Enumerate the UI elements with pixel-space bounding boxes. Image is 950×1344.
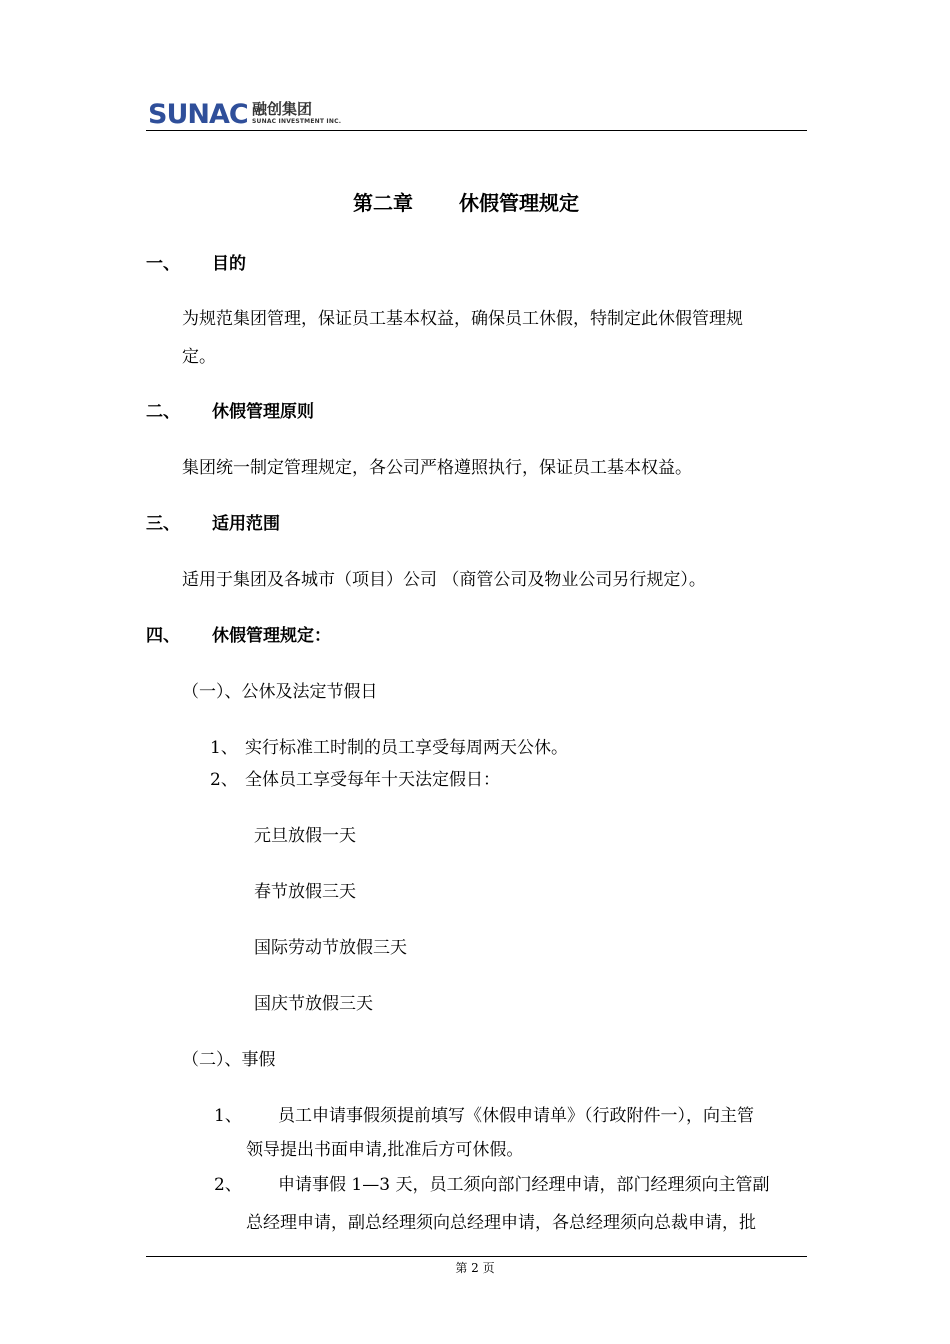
subsection-heading: （二）、事假 xyxy=(182,1050,276,1070)
scope-text: 适用于集团及各城市（项目）公司 （商管公司及物业公司另行规定）。 xyxy=(182,570,706,590)
chapter-number: 第二章 xyxy=(353,191,413,215)
subsection-heading: （一）、公休及法定节假日 xyxy=(182,682,378,702)
principle-text: 集团统一制定管理规定，各公司严格遵照执行，保证员工基本权益。 xyxy=(182,458,692,478)
page-number: 第 2 页 xyxy=(455,1261,495,1275)
holiday-item: 国际劳动节放假三天 xyxy=(254,938,407,958)
holiday-item: 元旦放假一天 xyxy=(254,826,356,846)
list-item-number: 1、 xyxy=(214,1106,242,1126)
list-item-text: 总经理申请，副总经理须向总经理申请，各总经理须向总裁申请，批 xyxy=(246,1213,756,1233)
list-item-number: 1、 xyxy=(210,738,238,758)
holiday-item: 国庆节放假三天 xyxy=(254,994,373,1014)
list-item-text: 实行标准工时制的员工享受每周两天公休。 xyxy=(245,738,568,758)
list-item-text: 申请事假 1—3 天，员工须向部门经理申请，部门经理须向主管副 xyxy=(278,1175,770,1195)
purpose-text-line: 定。 xyxy=(182,347,216,367)
section-title: 适用范围 xyxy=(212,514,280,534)
logo-wordmark: SUNAC xyxy=(148,99,248,130)
list-item-text: 领导提出书面申请,批准后方可休假。 xyxy=(246,1140,524,1160)
section-title: 目的 xyxy=(212,254,246,274)
footer-rule xyxy=(146,1256,807,1257)
section-number: 二、 xyxy=(146,402,180,422)
logo-english-name: SUNAC INVESTMENT INC. xyxy=(252,118,342,125)
chapter-title xyxy=(353,187,579,216)
chapter-name: 休假管理规定 xyxy=(459,191,579,215)
holiday-item: 春节放假三天 xyxy=(254,882,356,902)
header-rule xyxy=(146,130,807,131)
list-item-text: 全体员工享受每年十天法定假日： xyxy=(245,770,500,790)
purpose-text-line: 为规范集团管理，保证员工基本权益，确保员工休假，特制定此休假管理规 xyxy=(182,309,743,329)
section-title: 休假管理原则 xyxy=(212,402,314,422)
list-item-text: 员工申请事假须提前填写《休假申请单》（行政附件一），向主管 xyxy=(278,1106,754,1126)
section-title: 休假管理规定： xyxy=(212,626,331,646)
list-item-number: 2、 xyxy=(214,1175,242,1195)
list-item-number: 2、 xyxy=(210,770,238,790)
section-number: 三、 xyxy=(146,514,180,534)
section-number: 四、 xyxy=(146,626,180,646)
section-number: 一、 xyxy=(146,254,180,274)
logo-chinese-name: 融创集团 xyxy=(252,100,313,118)
company-logo xyxy=(148,99,342,131)
